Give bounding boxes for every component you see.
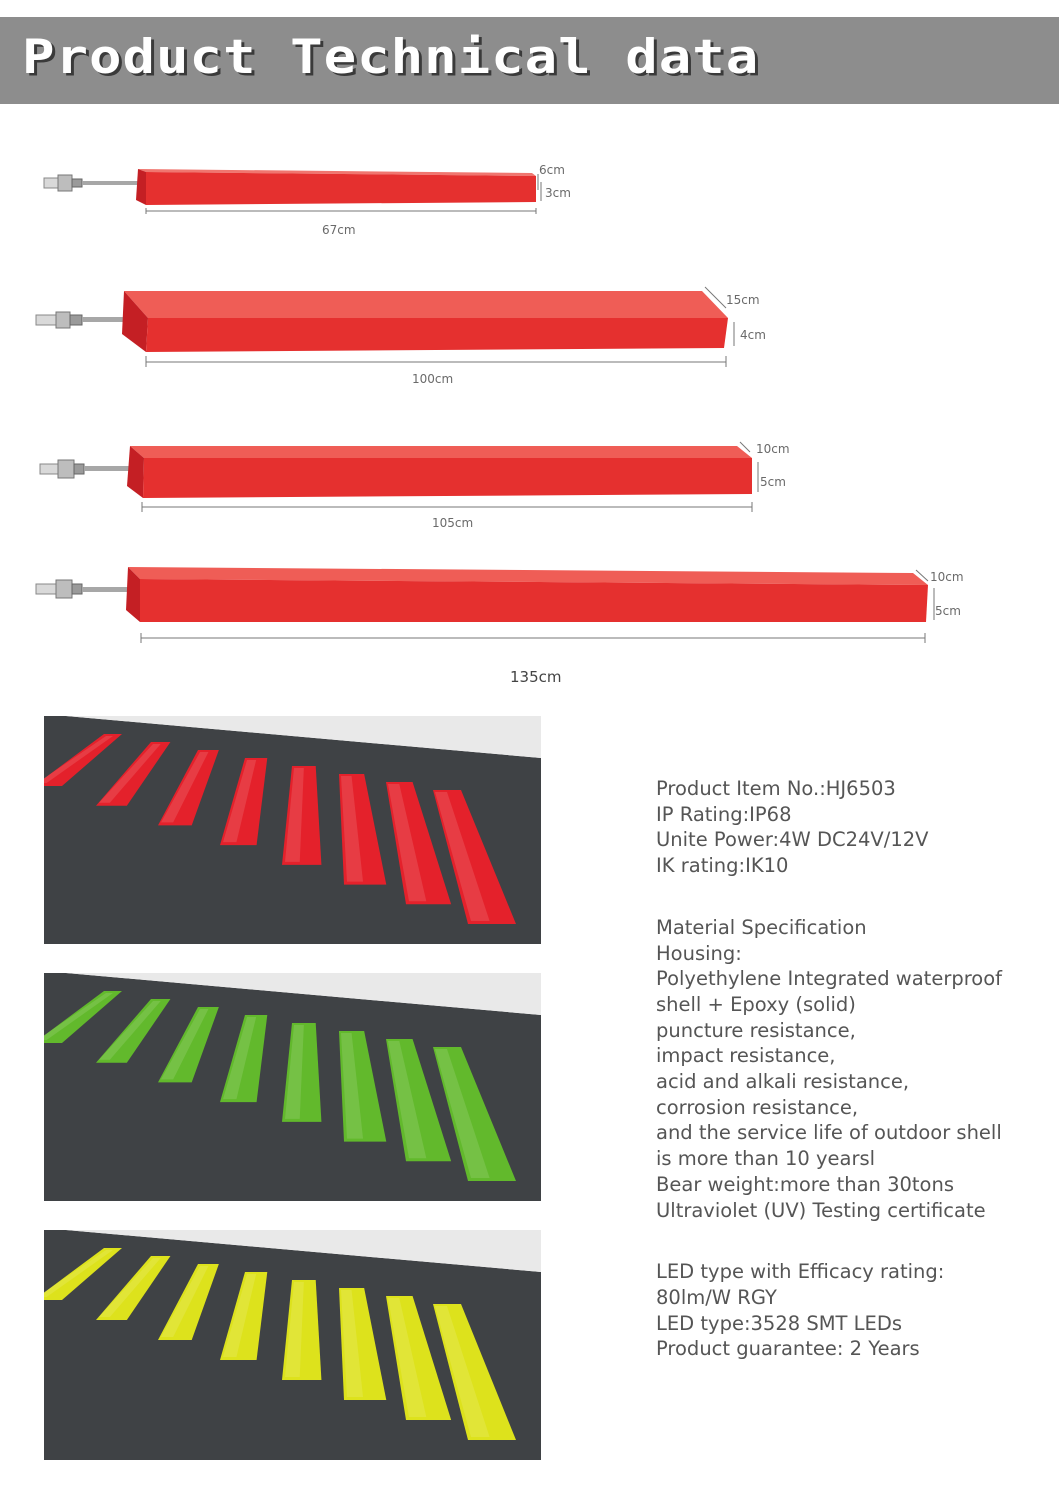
bar-4-length: 135cm [510, 668, 562, 686]
spec-line: is more than 10 yearsl [656, 1147, 876, 1171]
spec-line: LED type with Efficacy rating: [656, 1260, 945, 1284]
spec-line: shell + Epoxy (solid) [656, 992, 856, 1016]
bar-diagram-1 [0, 160, 1059, 250]
spec-line: corrosion resistance, [656, 1095, 859, 1119]
yellow-crosswalk-image [44, 1230, 541, 1460]
bar-1-width: 6cm [539, 163, 565, 177]
spec-group-basic [656, 776, 1046, 879]
bar-1-height: 3cm [545, 186, 571, 200]
spec-line: 80lm/W RGY [656, 1285, 777, 1309]
spec-line: puncture resistance, [656, 1018, 856, 1042]
connector-icon [36, 312, 128, 328]
spec-line: and the service life of outdoor shell [656, 1121, 1002, 1145]
connector-icon [36, 580, 128, 598]
spec-group-material [656, 915, 1046, 1223]
spec-text-block [656, 776, 1046, 1362]
bar-2-drawing [0, 282, 1059, 392]
title-banner [0, 17, 1059, 104]
bar-diagram-4 [0, 560, 1059, 690]
bar-3-width: 10cm [756, 442, 790, 456]
bar-3-length: 105cm [432, 516, 474, 530]
crosswalk-photo-yellow [44, 1230, 541, 1460]
spec-line: impact resistance, [656, 1044, 836, 1068]
spec-line: LED type:3528 SMT LEDs [656, 1311, 903, 1335]
spec-line: Polyethylene Integrated waterproof [656, 967, 1003, 991]
spec-item-number: Product Item No.:HJ6503 [656, 777, 896, 800]
spec-line: Housing: [656, 941, 742, 965]
spec-unit-power: Unite Power:4W DC24V/12V [656, 828, 929, 852]
bar-4-height: 5cm [935, 604, 961, 618]
bar-diagram-2 [0, 282, 1059, 392]
bar-1-drawing [0, 160, 1059, 250]
spec-group-led [656, 1259, 1046, 1362]
connector-icon [44, 175, 140, 191]
red-crosswalk-image [44, 716, 541, 944]
bar-diagram-3 [0, 438, 1059, 536]
crosswalk-photo-red [44, 716, 541, 944]
crosswalk-photo-green [44, 973, 541, 1201]
bar-1-length: 67cm [322, 223, 356, 237]
spec-ip-rating: IP Rating:IP68 [656, 802, 792, 826]
bar-2-width: 15cm [726, 293, 760, 307]
spec-line: Material Specification [656, 915, 867, 939]
bar-2-length: 100cm [412, 372, 454, 386]
connector-icon [40, 460, 130, 478]
spec-line: Ultraviolet (UV) Testing certificate [656, 1198, 986, 1222]
bar-2-height: 4cm [740, 328, 766, 342]
bar-4-width: 10cm [930, 570, 964, 584]
bar-3-height: 5cm [760, 475, 786, 489]
spec-line: Bear weight:more than 30tons [656, 1172, 954, 1196]
bar-3-drawing [0, 438, 1059, 536]
green-crosswalk-image [44, 973, 541, 1201]
spec-line: acid and alkali resistance, [656, 1070, 910, 1094]
page-title: Product Technical data [22, 29, 760, 85]
spec-line: Product guarantee: 2 Years [656, 1337, 920, 1361]
spec-ik-rating: IK rating:IK10 [656, 854, 789, 878]
